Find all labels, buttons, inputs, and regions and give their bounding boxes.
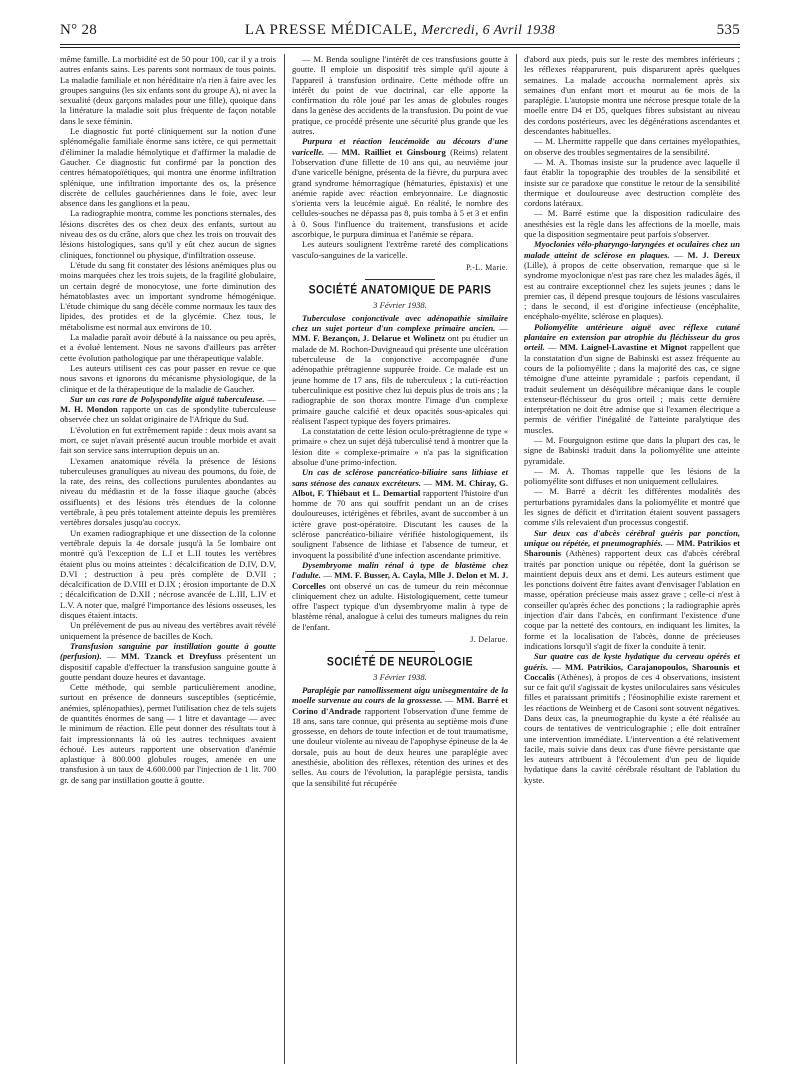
running-title bbox=[60, 22, 740, 39]
column-1 bbox=[60, 54, 276, 1070]
article-title: Sur deux cas d'abcès cérébral guéris par ponction, unique ou répétée, et pneumographiés. bbox=[524, 527, 740, 548]
column-divider bbox=[516, 54, 517, 1064]
article-lead: Poliomyélite antérieure aiguë avec réflexe cutané plantaire en extension par atrophie du fléchisseur du gros orteil. — MM. Laignel-Lavastine et Mignot rappellent que la constatation d'un signe de Babinski est assez fréquente au cours de la poliomyélite ; dans la majorité des cas, ce signe témoigne d'une atteinte pyramidale ; parfois cependant, il traduit seulement un déséquilibre mécanique dans le couple extenseur-fléchisseur du gros orteil ; mais cette dernière interprétation ne doit être admise que si l'examen électrique a permis de vérifier l'inégalité de l'atteinte paralytique des muscles. bbox=[524, 321, 740, 435]
article-title: Dysembryome malin rénal à type de blastème chez l'adulte. bbox=[292, 559, 508, 581]
article-authors: MM. Patrikios et Sharounis bbox=[524, 537, 740, 559]
column-2 bbox=[292, 54, 508, 1070]
header-rule bbox=[60, 44, 740, 45]
article-lead: Sur deux cas d'abcès cérébral guéris par ponction, unique ou répétée, et pneumographiés. — MM. Patrikios et Sharounis (Athènes) rapportent deux cas d'abcès cérébral traités par ponction unique ou répétée, dont la guérison se maintient depuis deux ans et demi. Les auteurs estiment que les ponctions doivent être faites avant d'envisager l'ablation en masse, opération précieuse mais assez grave ; celle-ci n'est à conseiller qu'après échec des ponctions ; la radiographie après injection d'air dans l'abcès, en confirmant l'existence d'une coque par la netteté des contours, en indiquant les limites, la forme et la localisation de l'abcès, donne de précieuses indications lorsqu'il s'agit de fixer la conduite à tenir. bbox=[524, 527, 740, 651]
section-rule bbox=[365, 651, 435, 652]
paragraph: — M. Fourguignon estime que dans la plupart des cas, le signe de Babinski traduit dans la poliomyélite une atteinte pyramidale. bbox=[524, 434, 740, 466]
article-authors: MM. Tzanck et Dreyfuss bbox=[121, 651, 222, 662]
issue-number: N° 28 bbox=[60, 22, 98, 38]
article-text: (Lille), à propos de cette observation, remarque que si le syndrome myoclonique n'est pas rare chez les malades âgés, il est au contraire exceptionnel chez les sujets jeunes ; dans le premier cas, il dépend presque toujours de lésions vasculaires ; dans le second, il est d'origine infectieuse (encéphalite, encéphalo-myélite, sclérose en plaques). bbox=[524, 259, 740, 322]
column-divider bbox=[284, 54, 285, 1064]
article-lead: Dysembryome malin rénal à type de blastème chez l'adulte. — MM. F. Busser, A. Cayla, Mlle J. Delon et M. J. Corcelles ont observé un cas de tumeur du rein méconnue cliniquement chez un adulte. Histologiquement, cette tumeur offre l'aspect typique d'un dysembryome malin à type de blastème rénal, analogue à celui des tumeurs malignes du rein de l'enfant. bbox=[292, 559, 508, 632]
paragraph: La maladie paraît avoir débuté à la naissance ou peu après, et a évolué lentement. Nous ne savons d'ailleurs pas arrêter cette évolution pathologique par une thérapeutique valable. bbox=[60, 332, 276, 363]
paragraph: Un prélèvement de pus au niveau des vertèbres avait révélé uniquement la présence de bacilles de Koch. bbox=[60, 620, 276, 641]
article-lead: Sur quatre cas de kyste hydatique du cerveau opérés et guéris. — MM. Patrikios, Carajanopoulos, Sharounis et Coccalis (Athènes), à propos de ces 4 observations, insistent sur ce fait qu'il s'agissait de kystes uniloculaires sans vésicules filles et paraissant primitifs ; l'éosinophilie existe rarement et les réactions de Weinberg et de Casoni sont souvent négatives. Dans deux cas, la pneumographie du kyste a été réalisée au cours de tentatives de ventriculographie ; elle doit entraîner une intervention immédiate. L'intervention a été relativement facile, mais suivie dans deux cas d'une fièvre persistante que les auteurs attribuent à l'écoulement d'un peu de liquide hydatique dans la cavité cérébrale résultant de l'ablation du kyste. bbox=[524, 651, 740, 785]
article-text: rapportent l'observation d'une femme de 18 ans, sans tare connue, qui présenta au septième mois d'une grossesse, en dehors de toute infection et de tout traumatisme, une douleur violente au niveau de l'apophyse épineuse de la 4e dorsale, puis au bout de deux heures une paraplégie avec anesthésie, abolition des réflexes, rétention des urines et des selles. Au cours de l'évolution, la paraplégie persista, tandis que la sensibilité fut récupérée bbox=[292, 705, 508, 788]
issue-date: Mercredi, 6 Avril 1938 bbox=[421, 23, 556, 38]
paragraph: — M. Lhermitte rappelle que dans certaines myélopathies, on observe des troubles segmentaires de la sensibilité. bbox=[524, 136, 740, 157]
article-authors: MM. F. Bezançon, J. Delarue et Wolinetz bbox=[292, 333, 446, 344]
paragraph: d'abord aux pieds, puis sur le reste des membres inférieurs ; les réflexes réapparurent, puis disparurent après quelques semaines. La malade accoucha normalement après six semaines d'un enfant mort et mourut au 6e mois de la paraplégie. L'autopsie montra une nécrose presque totale de la moelle entre D4 et D5, quelques fibres subsistant au niveau des cordons postérieurs, avec les dégénérations ascendantes et descendantes habituelles. bbox=[524, 54, 740, 137]
article-title: Un cas de sclérose pancréatico-biliaire sans lithiase et sans sténose des canaux excréteurs. bbox=[292, 467, 508, 488]
article-authors: MM. M. Chiray, G. Albot, F. Thiébaut et L. Demartial bbox=[292, 477, 508, 498]
article-lead: Myoclonies vélo-pharyngo-laryngées et oculaires chez un malade atteint de sclérose en plaques. — M. J. Dereux (Lille), à propos de cette observation, remarque que si le syndrome myoclonique n'est pas rare chez les malades âgés, il est au contraire exceptionnel chez les sujets jeunes ; dans le premier cas, il dépend presque toujours de lésions vasculaires ; dans le second, il est d'origine infectieuse (encéphalite, encéphalo-myélite, sclérose en plaques). bbox=[524, 239, 740, 322]
column-3 bbox=[524, 54, 740, 1070]
paragraph: — M. Benda souligne l'intérêt de ces transfusions goutte à goutte. Il emploie un dispositif très simple qu'il ajoute à l'appareil à transfusion ordinaire. Cette méthode offre un intérêt du point de vue doctrinal, car elle apporte la confirmation du rôle joué par les amas de globules rouges dans la genèse des accidents de la transfusion. Du point de vue pratique, ce procédé présente une sécurité plus grande que les autres. bbox=[292, 54, 508, 137]
article-text: (Athènes) rapportent deux cas d'abcès cérébral traités par ponction unique ou répétée, dont la guérison se maintient depuis deux ans et demi. Les auteurs estiment que les ponctions doivent être faites avant d'envisager l'ablation en masse, opération précieuse mais assez grave ; celle-ci n'est à conseiller qu'après échec des ponctions ; la radiographie après injection d'air dans l'abcès, en confirmant l'existence d'une coque par la netteté des contours, en indiquant les limites, la forme et la localisation de l'abcès, donne de précieuses indications lorsqu'il s'agit de fixer la conduite à tenir. bbox=[524, 548, 740, 651]
paragraph: La radiographie montra, comme les ponctions sternales, des lésions discrètes des os chez deux des enfants, surtout au niveau des os du crâne, alors que chez les trois on trouvait des lésions histologiques, sans qu'il y eût chez aucun de signes cliniques, fonctionnel ou physique, d'infiltration osseuse. bbox=[60, 208, 276, 260]
article-text: (Athènes), à propos de ces 4 observations, insistent sur ce fait qu'il s'agissait de kystes uniloculaires sans vésicules filles et paraissant primitifs ; l'éosinophilie existe rarement et les réactions de Weinberg et de Casoni sont souvent négatives. Dans deux cas, la pneumographie du kyste a été réalisée au cours de tentatives de ventriculographie ; elle doit entraîner une intervention immédiate. L'intervention a été relativement facile, mais suivie dans deux cas d'une fièvre persistante que les auteurs attribuent à l'écoulement d'un peu de liquide hydatique dans la cavité cérébrale résultant de l'ablation du kyste. bbox=[524, 671, 740, 785]
paragraph: Le diagnostic fut porté cliniquement sur la notion d'une splénomégalie familiale énorme sans ictère, ce qui permettait d'éliminer la maladie hémolytique et d'affirmer la maladie de Gaucher. Ce diagnostic fut confirmé par la ponction des centres hématopoïétiques, qui montra une énorme infiltration splénique, une infiltration importante des os, la présence discrète de cellules gauchériennes dans le foie, avec leur absence dans les ganglions et la peau. bbox=[60, 126, 276, 209]
paragraph: Les auteurs utilisent ces cas pour passer en revue ce que nous savons et ignorons du mécanisme physiologique, de la clinique et de la thérapeutique de la maladie de Gaucher. bbox=[60, 362, 276, 394]
signature: P.-L. Marie. bbox=[466, 262, 508, 272]
paragraph: L'évolution en fut extrêmement rapide : deux mois avant sa mort, ce sujet n'avait présenté aucun trouble morbide et avait fait son service sans interruption depuis un an. bbox=[60, 424, 276, 456]
article-title: Sur un cas rare de Polyspondylite aiguë tuberculeuse. bbox=[70, 393, 265, 404]
page-header bbox=[60, 22, 740, 46]
article-lead: Tuberculose conjonctivale avec adénopathie similaire chez un sujet porteur d'un complexe primaire ancien. — MM. F. Bezançon, J. Delarue et Wolinetz ont pu étudier un malade de M. Rochon-Duvigneaud qui présente une ulcération tuberculeuse de la conjonctive accompagnée d'une adénopathie prétragienne suppurée froide. Ce malade est un jeune homme de 17 ans, fils de tuberculeux ; la cuti-réaction tuberculinique est positive chez lui depuis plus de trois ans ; la radiographie de son thorax montre l'image d'un complexe primaire gauche calcifié et deux opacités sous-apicales qui réalisent l'aspect typique des foyers primaires. bbox=[292, 312, 508, 426]
paragraph: — M. Barré estime que la disposition radiculaire des anesthésies est la règle dans les affections de la moelle, mais que la disposition segmentaire peut parfois s'observer. bbox=[524, 208, 740, 240]
paragraph: L'étude du sang fit constater des lésions anémiques plus ou moins marquées chez les trois sujets, de la fragilité globulaire, un certain degré de monocytose, une forte diminution des hématoblastes avec un important syndrome hémogénique. L'étude chimique du sang décèle comme normaux les taux des lipides, des protides et de la glycémie. Chez tous, le métabolisme est normal aux environs de 10. bbox=[60, 259, 276, 332]
paragraph: — M. A. Thomas insiste sur la prudence avec laquelle il faut établir la topographie des troubles de la sensibilité et insiste sur ce paradoxe que constitue le retour de la sensibilité thermique et douloureuse avec destruction complète des cordons latéraux. bbox=[524, 156, 740, 209]
section-heading: SOCIÉTÉ ANATOMIQUE DE PARIS bbox=[308, 284, 492, 297]
article-title: Poliomyélite antérieure aiguë avec réflexe cutané plantaire en extension par atrophie du fléchisseur du gros orteil. bbox=[524, 321, 740, 353]
article-authors: MM. Patrikios, Carajanopoulos, Sharounis et Coccalis bbox=[524, 661, 740, 682]
paragraph: — M. Barré a décrit les différentes modalités des perturbations pyramidales dans la poliomyélite et montré que les signes de déficit et d'irritation étaient souvent passagers comme s'ils relevaient d'un processus congestif. bbox=[524, 486, 740, 528]
paragraph: Un examen radiographique et une dissection de la colonne vertébrale depuis la 4e dorsale jusqu'à la 5e lombaire ont montré qu'à l'exception de L.I et L.II toutes les vertèbres étaient plus ou moins atteintes : décalcification de D.IV, D.V, D.VI ; destruction à peu près complète de D.VII ; décalcification de D.VIII et D.IX ; érosion importante de D.X ; décalcification de D.XII ; nécrose avancée de L.III, L.IV et L.V. A noter que, malgré l'importance des lésions osseuses, les disques étaient intacts. bbox=[60, 527, 276, 621]
article-lead: Un cas de sclérose pancréatico-biliaire sans lithiase et sans sténose des canaux excréteurs. — MM. M. Chiray, G. Albot, F. Thiébaut et L. Demartial rapportent l'histoire d'un homme de 70 ans qui souffrit pendant un an de crises douloureuses, ictérigènes et fébriles, avant de succomber à un ictère grave post-opératoire. Discutant les causes de la sclérose pancréatico-biliaire vérifiée histologiquement, ils soulignent l'absence de lithiase et l'absence de tumeur, et invoquent la possibilité d'une infection ascendante primitive. bbox=[292, 467, 508, 560]
article-lead: Sur un cas rare de Polyspondylite aiguë tuberculeuse. — M. H. Mondon rapporte un cas de spondylite tuberculeuse observée chez un soldat originaire de l'Afrique du Sud. bbox=[60, 393, 276, 425]
paragraph: La constatation de cette lésion oculo-prétragienne de type « primaire » chez un sujet déjà tuberculisé tend à montrer que la lésion dite « complexe-primaire » n'a pas la signification absolue d'une primo-infection. bbox=[292, 426, 508, 467]
article-title: Transfusion sanguine par instillation goutte à goutte (perfusion). bbox=[60, 640, 276, 662]
article-title: Sur quatre cas de kyste hydatique du cerveau opérés et guéris. bbox=[524, 651, 740, 672]
article-text: ont pu étudier un malade de M. Rochon-Duvigneaud qui présente une ulcération tuberculeuse de la conjonctive accompagnée d'une adénopathie prétragienne suppurée froide. Ce malade est un jeune homme de 17 ans, fils de tuberculeux ; la cuti-réaction tuberculinique est positive chez lui depuis plus de trois ans ; la radiographie de son thorax montre l'image d'un complexe primaire gauche calcifié et deux opacités sous-apicales qui réalisent l'aspect typique des foyers primaires. bbox=[292, 333, 508, 426]
article-authors: MM. F. Busser, A. Cayla, Mlle J. Delon et M. J. Corcelles bbox=[292, 570, 508, 591]
article-text: rappellent que la constatation d'un signe de Babinski est assez fréquente au cours de la poliomyélite ; dans la majorité des cas, ce signe témoigne d'une atteinte pyramidale ; parfois cependant, il traduit seulement un déséquilibre mécanique dans le couple extenseur-fléchisseur du gros orteil ; mais cette dernière interprétation ne doit être admise que si l'examen électrique a permis de vérifier l'inégalité de l'atteinte paralytique des muscles. bbox=[524, 342, 740, 435]
article-authors: MM. Laignel-Lavastine et Mignot bbox=[559, 342, 688, 353]
article-title: Purpura et réaction leucémoïde au décours d'une varicelle. bbox=[292, 136, 508, 157]
journal-title: LA PRESSE MÉDICALE, bbox=[244, 22, 418, 38]
paragraph: Cette méthode, qui semble particulièrement anodine, surtout en présence de donneurs susceptibles (septicémie, anémies, splénopathies), permet l'utilisation chez de tels sujets de quantités énormes de sang — 1 litre et davantage — avec le minimum de réaction. Elle peut donner des résultats tout à fait impressionnants là où les autres techniques avaient échoué. Les auteurs rapportent une observation d'anémie aplastique à 800.000 globules rouges, amenée en une transfusion à un taux de 4.600.000 par l'injection de 1 lit. 700 gr. de sang par instillation goutte à goutte. bbox=[60, 682, 276, 785]
article-authors: M. J. Dereux bbox=[687, 249, 740, 260]
article-lead: Transfusion sanguine par instillation goutte à goutte (perfusion). — MM. Tzanck et Dreyfuss présentent un dispositif capable d'effectuer la transfusion sanguine goutte à goutte pendant douze heures et davantage. bbox=[60, 640, 276, 682]
article-text: (Reims) relatent l'observation d'une fillette de 10 ans qui, au neuvième jour d'une varicelle bénigne, présenta de la fièvre, du purpura avec grand syndrome hémorragique (hématuries, épistaxis) et une anémie rapide avec réaction embryonnaire. Le diagnostic s'orienta vers la leucémie aiguë. En réalité, le nombre des cellules-souches ne dépassa pas 8, puis tomba à 5 et 3 et enfin à 0. Sous l'influence du traitement, transfusions et acide ascorbique, le purpura diminua et l'anémie se répara. bbox=[292, 146, 508, 240]
article-lead: Paraplégie par ramollissement aigu unisegmentaire de la moelle survenue au cours de la grossesse. — MM. Barré et Corino d'Andrade rapportent l'observation d'une femme de 18 ans, sans tare connue, qui présenta au septième mois d'une grossesse, en dehors de toute infection et de tout traumatisme, une douleur violente au niveau de l'apophyse épineuse de la 4e dorsale, puis au bout de deux heures une paraplégie avec anesthésie, abolition des réflexes, rétention des urines et des selles. Au cours de l'évolution, la paraplégie persista, tandis que la sensibilité fut récupérée bbox=[292, 684, 508, 788]
article-authors: MM. Barré et Corino d'Andrade bbox=[292, 695, 508, 716]
section-rule bbox=[365, 279, 435, 280]
section-date: 3 Février 1938. bbox=[373, 299, 427, 310]
article-text: rapportent l'histoire d'un homme de 70 ans qui souffrit pendant un an de crises douloureuses, ictérigènes et fébriles, avant de succomber à un ictère grave post-opératoire. Discutant les causes de la sclérose pancréatico-biliaire vérifiée histologiquement, ils soulignent l'absence de lithiase et l'absence de tumeur, et invoquent la possibilité d'une infection ascendante primitive. bbox=[292, 487, 508, 560]
article-authors: MM. Railliet et Ginsbourg bbox=[341, 146, 446, 157]
article-authors: M. H. Mondon bbox=[60, 404, 118, 415]
paragraph: même famille. La morbidité est de 50 pour 100, car il y a trois autres enfants sains. Les parents sont normaux de tous points. La maladie familiale et non héréditaire n'a rien à faire avec les groupes sanguins (les six enfants sont du groupe A), ni avec la sexualité (deux garçons malades pour une fille), quoique dans la littérature la maladie soit plus fréquente de façon notable dans le sexe féminin. bbox=[60, 54, 276, 126]
article-text: rapporte un cas de spondylite tuberculeuse observée chez un soldat originaire de l'Afrique du Sud. bbox=[60, 404, 276, 425]
article-title: Paraplégie par ramollissement aigu unisegmentaire de la moelle survenue au cours de la grossesse. bbox=[292, 684, 508, 706]
article-title: Tuberculose conjonctivale avec adénopathie similaire chez un sujet porteur d'un complexe primaire ancien. bbox=[292, 312, 508, 334]
paragraph: Les auteurs soulignent l'extrême rareté des complications vasculo-sanguines de la varicelle. bbox=[292, 239, 508, 260]
paragraph: — M. A. Thomas rappelle que les lésions de la poliomyélite sont diffuses et non uniquement cellulaires. bbox=[524, 465, 740, 487]
section-date: 3 Février 1938. bbox=[373, 671, 427, 682]
header-rule bbox=[60, 47, 740, 48]
paragraph: L'examen anatomique révéla la présence de lésions tuberculeuses granuliques au niveau des poumons, du foie, de la rate, des reins, des collections purulentes abondantes au niveau du médiastin et de la fosse iliaque gauche (abcès ossifluents) et des lésions très étendues de la colonne vertébrale, à peu près totalement atteinte depuis les premières vertèbres dorsales jusqu'au coccyx. bbox=[60, 455, 276, 528]
article-title: Myoclonies vélo-pharyngo-laryngées et oculaires chez un malade atteint de sclérose en plaques. bbox=[524, 239, 740, 260]
article-lead: Purpura et réaction leucémoïde au décours d'une varicelle. — MM. Railliet et Ginsbourg (Reims) relatent l'observation d'une fillette de 10 ans qui, au neuvième jour d'une varicelle bénigne, présenta de la fièvre, du purpura avec grand syndrome hémorragique (hématuries, épistaxis) et une anémie rapide avec réaction embryonnaire. Le diagnostic s'orienta vers la leucémie aiguë. En réalité, le nombre des cellules-souches ne dépassa pas 8, puis tomba à 5 et 3 et enfin à 0. Sous l'influence du traitement, transfusions et acide ascorbique, le purpura diminua et l'anémie se répara. bbox=[292, 136, 508, 240]
page-number: 535 bbox=[716, 22, 740, 38]
article-text: présentent un dispositif capable d'effectuer la transfusion sanguine goutte à goutte pendant douze heures et davantage. bbox=[60, 651, 276, 682]
section-heading: SOCIÉTÉ DE NEUROLOGIE bbox=[326, 656, 474, 670]
signature: J. Delarue. bbox=[470, 635, 508, 645]
article-text: ont observé un cas de tumeur du rein méconnue cliniquement chez un adulte. Histologiquement, cette tumeur offre l'aspect typique d'un dysembryome malin à type de blastème rénal, analogue à celui des tumeurs malignes du rein de l'enfant. bbox=[292, 580, 508, 632]
